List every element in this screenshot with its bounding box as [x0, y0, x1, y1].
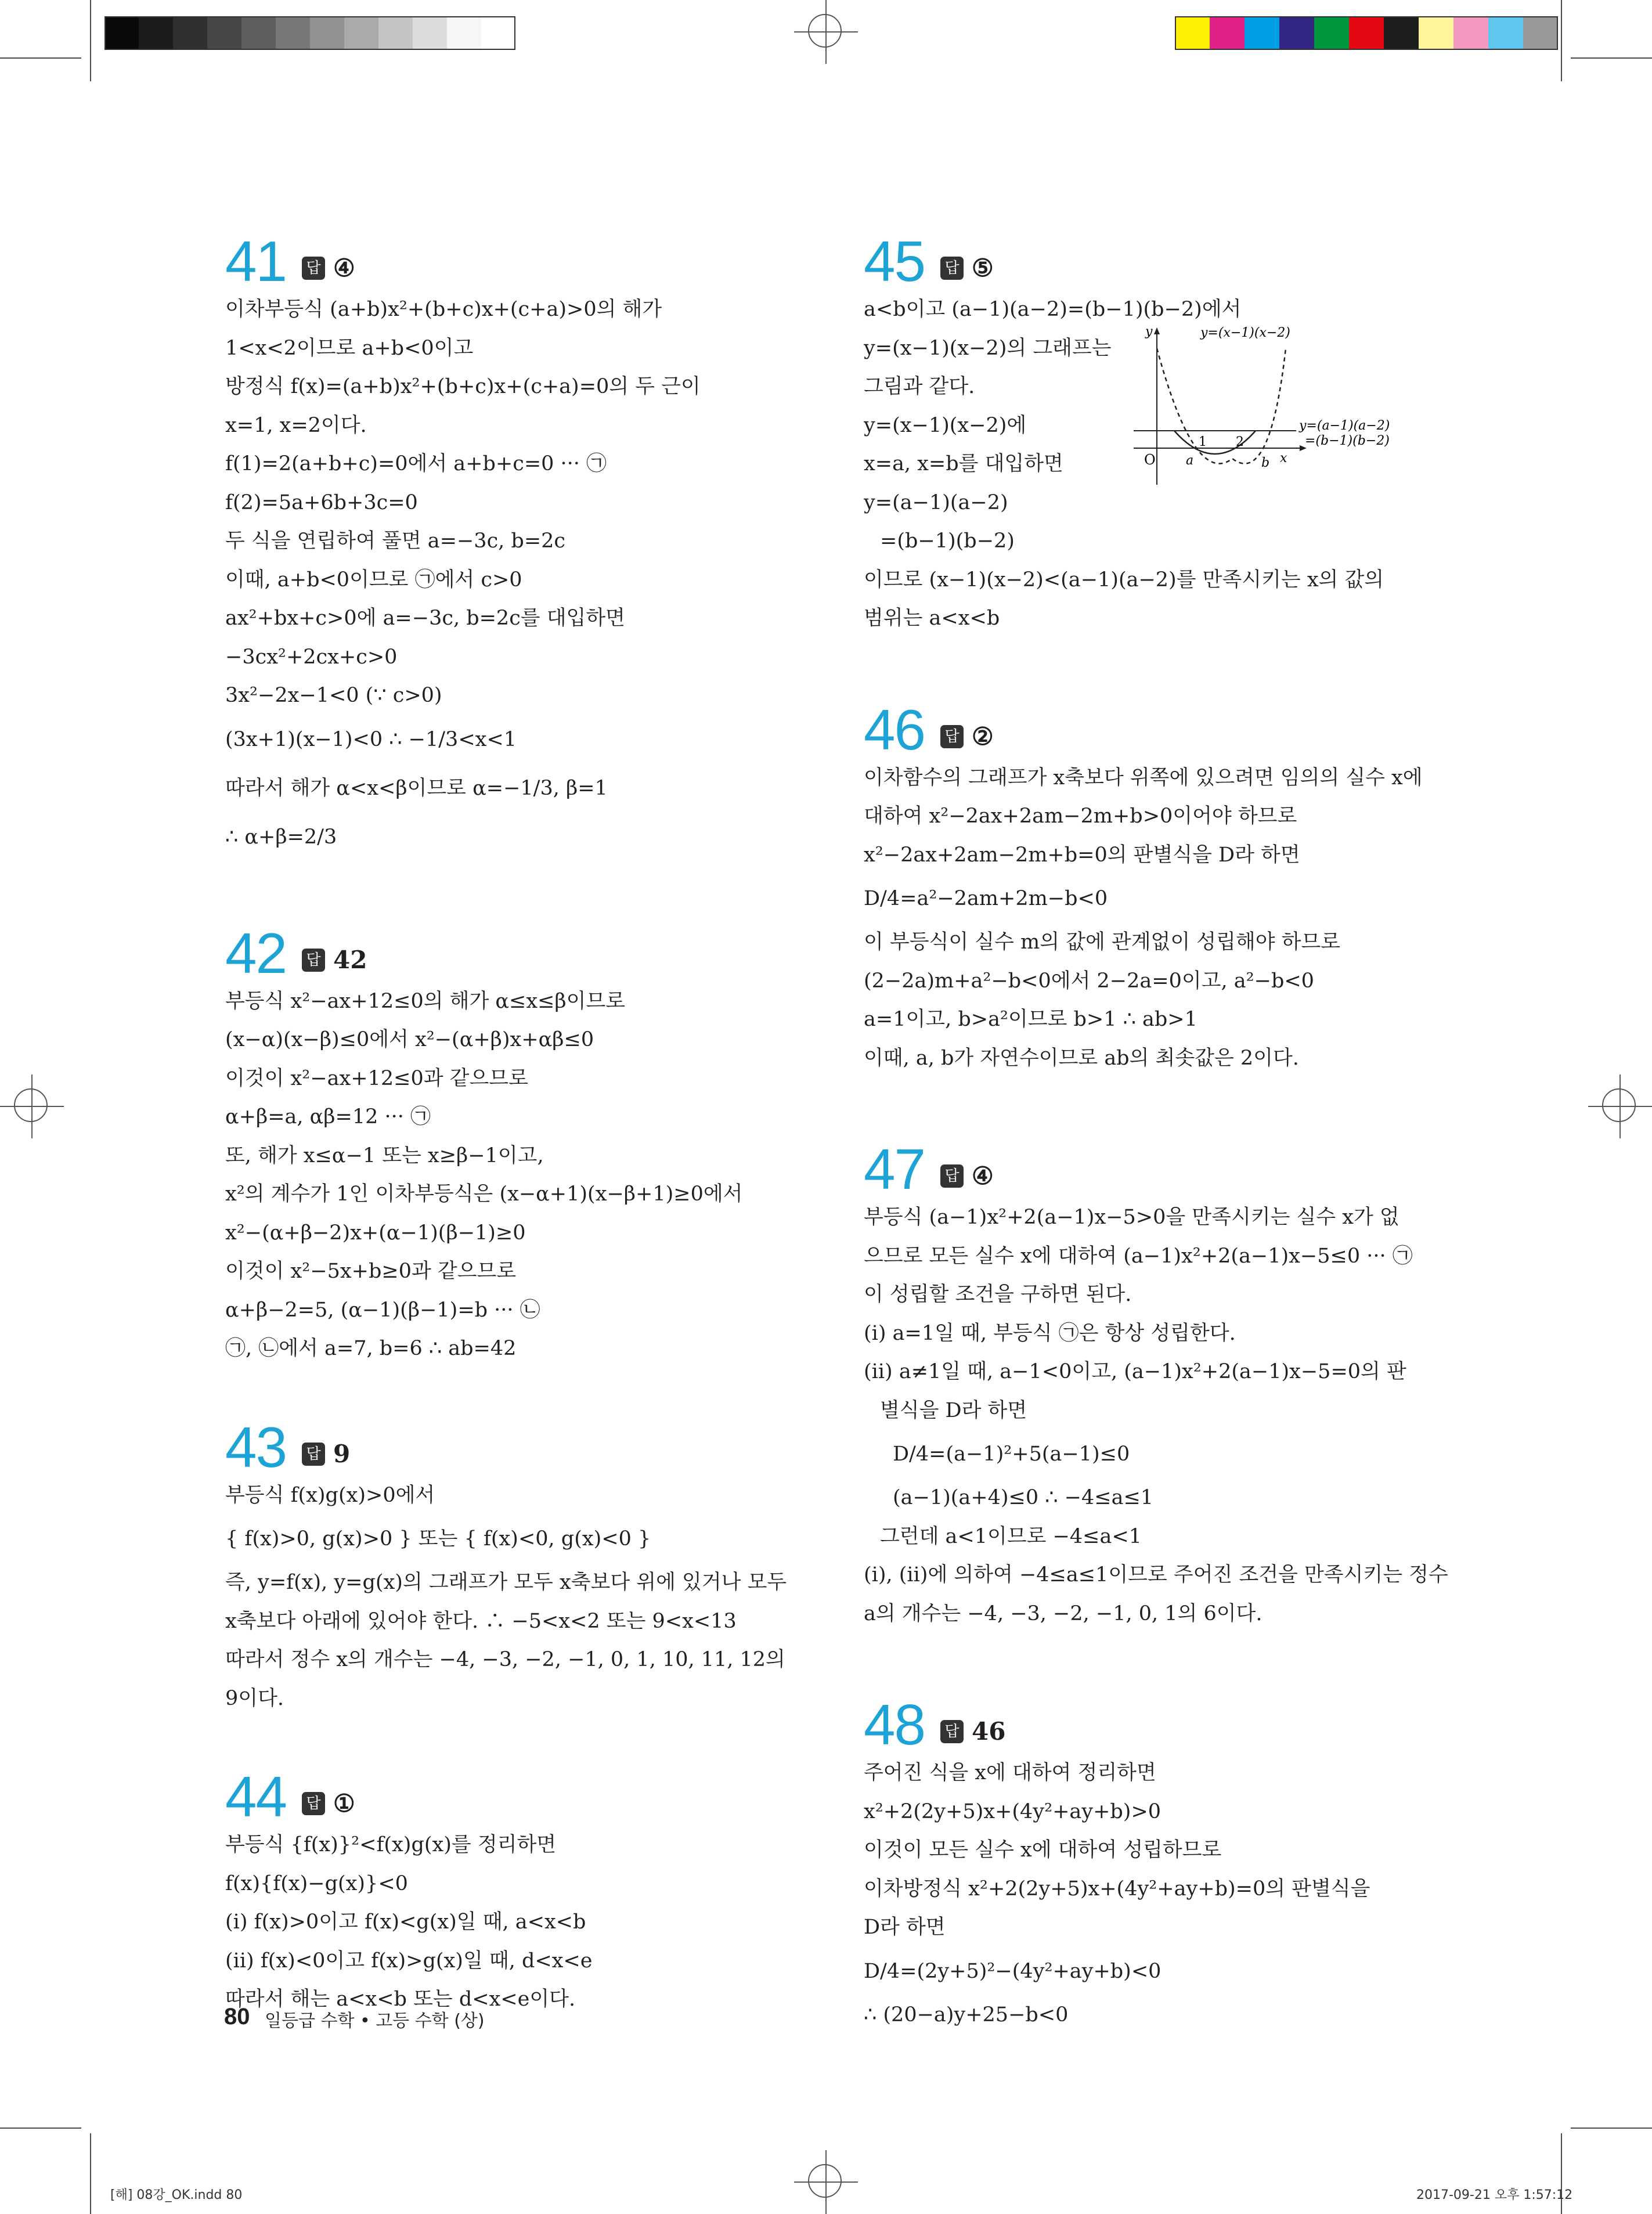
solution-line: 대하여 x²−2ax+2am−2m+b>0이어야 하므로 — [864, 805, 1297, 828]
solution-line: ∴ (20−a)y+25−b<0 — [864, 2003, 1069, 2027]
a-label: a — [1186, 453, 1194, 468]
line-label-bottom: =(b−1)(b−2) — [1305, 434, 1390, 448]
solution-line: (2−2a)m+a²−b<0에서 2−2a=0이고, a²−b<0 — [864, 969, 1314, 993]
book-title: 일등급 수학 • 고등 수학 (상) — [265, 2011, 485, 2031]
registration-mark-bottom — [794, 2150, 858, 2214]
file-slug: [해] 08강_OK.indd 80 — [110, 2188, 243, 2202]
solution-line: a의 개수는 −4, −3, −2, −1, 0, 1의 6이다. — [864, 1602, 1263, 1625]
solution-line: D/4=(2y+5)²−(4y²+ay+b)<0 — [864, 1959, 1162, 1983]
solution-line: D라 하면 — [864, 1916, 946, 1939]
answer-badge: 답 — [940, 1164, 964, 1188]
solution-line: =(b−1)(b−2) — [880, 529, 1015, 553]
solution-line: a=1이고, b>a²이므로 b>1 ∴ ab>1 — [864, 1008, 1197, 1031]
left-column — [225, 229, 800, 2019]
solution-line: (ⅱ) a≠1일 때, a−1<0이고, (a−1)x²+2(a−1)x−5=0의 판 — [864, 1360, 1406, 1383]
solution-line: (a−1)(a+4)≤0 ∴ −4≤a≤1 — [893, 1486, 1154, 1509]
solution-line: y=(x−1)(x−2)의 그래프는 — [864, 336, 1112, 360]
solution-line: x²−(α+β−2)x+(α−1)(β−1)≥0 — [225, 1221, 526, 1245]
answer-value: 42 — [333, 945, 367, 974]
solution-line: x=a, x=b를 대입하면 — [864, 452, 1063, 475]
solution-text — [225, 1476, 800, 1718]
solution-line: α+β=a, αβ=12 ··· ㉠ — [225, 1105, 431, 1128]
problem-number: 45 — [864, 229, 925, 293]
solution-line: (ⅰ) a=1일 때, 부등식 ㉠은 항상 성립한다. — [864, 1321, 1236, 1345]
solution-line: 이차부등식 (a+b)x²+(b+c)x+(c+a)>0의 해가 — [225, 298, 662, 321]
solution-text — [864, 759, 1438, 1078]
solution-line: 이것이 모든 실수 x에 대하여 성립하므로 — [864, 1838, 1222, 1862]
line-label-top: y=(a−1)(a−2) — [1299, 419, 1390, 433]
origin-label: O — [1144, 452, 1156, 468]
curve-label: y=(x−1)(x−2) — [1200, 326, 1290, 340]
problem-number: 48 — [864, 1693, 925, 1757]
solution-line: 따라서 정수 x의 개수는 −4, −3, −2, −1, 0, 1, 10, 11, 12의 — [225, 1648, 785, 1671]
parabola-graph — [1134, 325, 1424, 488]
solution-line: 따라서 해는 a<x<b 또는 d<x<e이다. — [225, 1988, 576, 2011]
solution-line: 또, 해가 x≤α−1 또는 x≥β−1이고, — [225, 1144, 544, 1167]
solution-line: α+β−2=5, (α−1)(β−1)=b ··· ㉡ — [225, 1298, 540, 1322]
solution-line: x=1, x=2이다. — [225, 413, 367, 437]
solution-line: 부등식 f(x)g(x)>0에서 — [225, 1483, 435, 1507]
solution-line: x²−2ax+2am−2m+b=0의 판별식을 D라 하면 — [864, 843, 1300, 867]
problem-48 — [864, 1693, 1438, 2034]
solution-line: (3x+1)(x−1)<0 ∴ −1/3<x<1 — [225, 727, 517, 751]
problem-number: 43 — [225, 1415, 287, 1479]
problem-number: 41 — [225, 229, 287, 293]
registration-mark-right — [1588, 1074, 1652, 1138]
solution-line: 부등식 (a−1)x²+2(a−1)x−5>0을 만족시키는 실수 x가 없 — [864, 1206, 1399, 1229]
answer-badge: 답 — [940, 1720, 964, 1743]
problem-header — [864, 1137, 1438, 1201]
solution-line: 주어진 식을 x에 대하여 정리하면 — [864, 1761, 1156, 1784]
answer-value: 46 — [972, 1717, 1006, 1746]
registration-mark-top — [794, 0, 858, 64]
problem-header — [225, 1765, 800, 1829]
solution-line: 그런데 a<1이므로 −4≤a<1 — [880, 1524, 1142, 1548]
problem-number: 47 — [864, 1137, 925, 1201]
registration-mark-left — [0, 1074, 64, 1138]
problem-header — [864, 229, 1438, 293]
answer-badge: 답 — [302, 257, 325, 280]
solution-line: ax²+bx+c>0에 a=−3c, b=2c를 대입하면 — [225, 607, 625, 630]
solution-line: 이므로 (x−1)(x−2)<(a−1)(a−2)를 만족시키는 x의 값의 — [864, 568, 1384, 592]
solution-line: 방정식 f(x)=(a+b)x²+(b+c)x+(c+a)=0의 두 근이 — [225, 375, 701, 398]
solution-line: 범위는 a<x<b — [864, 607, 1000, 630]
solution-line: a<b이고 (a−1)(a−2)=(b−1)(b−2)에서 — [864, 298, 1242, 321]
solution-text — [225, 1826, 800, 2019]
problem-number: 42 — [225, 921, 287, 985]
solution-line: 9이다. — [225, 1686, 284, 1710]
solution-line: 그림과 같다. — [864, 375, 975, 398]
solution-line: 이때, a, b가 자연수이므로 ab의 최솟값은 2이다. — [864, 1046, 1299, 1070]
solution-line: { f(x)>0, g(x)>0 } 또는 { f(x)<0, g(x)<0 } — [225, 1527, 651, 1550]
solution-line: x축보다 아래에 있어야 한다. ∴ −5<x<2 또는 9<x<13 — [225, 1609, 737, 1633]
solution-line: f(1)=2(a+b+c)=0에서 a+b+c=0 ··· ㉠ — [225, 452, 607, 475]
problem-number: 46 — [864, 697, 925, 762]
solution-line: (ⅰ) f(x)>0이고 f(x)<g(x)일 때, a<x<b — [225, 1910, 586, 1934]
problem-header — [225, 1415, 800, 1479]
solution-line: 부등식 {f(x)}²<f(x)g(x)를 정리하면 — [225, 1833, 557, 1856]
solution-line: 두 식을 연립하여 풀면 a=−3c, b=2c — [225, 529, 566, 553]
y-axis-label: y — [1145, 325, 1153, 339]
solution-line: D/4=a²−2am+2m−b<0 — [864, 887, 1108, 910]
two-label: 2 — [1236, 435, 1244, 449]
solution-line: 이 부등식이 실수 m의 값에 관계없이 성립해야 하므로 — [864, 931, 1341, 954]
solution-line: 이차함수의 그래프가 x축보다 위쪽에 있으려면 임의의 실수 x에 — [864, 766, 1423, 789]
solution-line: 으므로 모든 실수 x에 대하여 (a−1)x²+2(a−1)x−5≤0 ··· ㉠ — [864, 1244, 1413, 1268]
solution-text — [864, 290, 1438, 638]
color-bar-frame — [1175, 16, 1558, 50]
answer-value: ② — [972, 722, 994, 751]
solution-line: 1<x<2이므로 a+b<0이고 — [225, 336, 474, 360]
answer-badge: 답 — [940, 257, 964, 280]
problem-header — [864, 697, 1438, 762]
page-number: 80 — [224, 2004, 250, 2029]
solution-line: 즉, y=f(x), y=g(x)의 그래프가 모두 x축보다 위에 있거나 모두 — [225, 1571, 787, 1594]
answer-value: ④ — [972, 1162, 994, 1190]
color-bar-frame — [104, 16, 515, 50]
problem-47 — [864, 1137, 1448, 1633]
answer-badge: 답 — [302, 949, 325, 972]
solution-line: y=(a−1)(a−2) — [864, 491, 1008, 514]
timestamp-slug: 2017-09-21 오후 1:57:12 — [1416, 2188, 1573, 2202]
problem-42 — [225, 921, 800, 1368]
answer-badge: 답 — [302, 1792, 325, 1815]
problem-header — [225, 921, 800, 985]
solution-line: ∴ α+β=2/3 — [225, 825, 337, 849]
solution-line: 별식을 D라 하면 — [880, 1398, 1027, 1422]
problem-header — [864, 1693, 1438, 1757]
solution-text — [864, 1198, 1448, 1633]
answer-value: ④ — [333, 254, 355, 282]
solution-line: 이차방정식 x²+2(2y+5)x+(4y²+ay+b)=0의 판별식을 — [864, 1877, 1370, 1901]
solution-line: (ⅱ) f(x)<0이고 f(x)>g(x)일 때, d<x<e — [225, 1949, 593, 1973]
answer-value: ⑤ — [972, 254, 994, 282]
solution-text — [225, 982, 800, 1368]
solution-line: y=(x−1)(x−2)에 — [864, 413, 1027, 437]
one-label: 1 — [1199, 435, 1207, 449]
x-axis-label: x — [1280, 451, 1287, 466]
solution-line: x²+2(2y+5)x+(4y²+ay+b)>0 — [864, 1800, 1162, 1823]
problem-header — [225, 229, 800, 293]
parabola-curve — [1157, 348, 1286, 464]
solution-line: x²의 계수가 1인 이차부등식은 (x−α+1)(x−β+1)≥0에서 — [225, 1182, 743, 1206]
problem-43 — [225, 1415, 800, 1718]
solution-line: 부등식 x²−ax+12≤0의 해가 α≤x≤β이므로 — [225, 989, 626, 1013]
problem-46 — [864, 697, 1438, 1078]
answer-badge: 답 — [302, 1443, 325, 1466]
problem-number: 44 — [225, 1765, 287, 1829]
solution-line: 이것이 x²−ax+12≤0과 같으므로 — [225, 1066, 528, 1090]
problem-45 — [864, 229, 1438, 638]
solution-line: f(x){f(x)−g(x)}<0 — [225, 1872, 408, 1895]
b-label: b — [1261, 456, 1270, 470]
solution-line: 3x²−2x−1<0 (∵ c>0) — [225, 684, 442, 707]
solution-line: (ⅰ), (ⅱ)에 의하여 −4≤a≤1이므로 주어진 조건을 만족시키는 정수 — [864, 1563, 1448, 1586]
solution-line: 이 성립할 조건을 구하면 된다. — [864, 1283, 1132, 1306]
problem-44 — [225, 1765, 800, 2019]
right-column — [864, 229, 1448, 2034]
solution-line: (x−α)(x−β)≤0에서 x²−(α+β)x+αβ≤0 — [225, 1028, 594, 1051]
solution-line: 이것이 x²−5x+b≥0과 같으므로 — [225, 1260, 517, 1283]
answer-value: 9 — [333, 1439, 351, 1468]
solution-line: 따라서 해가 α<x<β이므로 α=−1/3, β=1 — [225, 776, 608, 800]
solution-line: D/4=(a−1)²+5(a−1)≤0 — [893, 1443, 1130, 1466]
solution-line: −3cx²+2cx+c>0 — [225, 645, 398, 669]
solution-line: 이때, a+b<0이므로 ㉠에서 c>0 — [225, 568, 522, 592]
solution-line: f(2)=5a+6b+3c=0 — [225, 491, 418, 514]
solution-text — [864, 1754, 1438, 2034]
problem-41 — [225, 229, 800, 861]
answer-value: ① — [333, 1789, 355, 1818]
solution-line: ㉠, ㉡에서 a=7, b=6 ∴ ab=42 — [225, 1337, 517, 1360]
solution-text — [225, 290, 800, 861]
answer-badge: 답 — [940, 725, 964, 748]
